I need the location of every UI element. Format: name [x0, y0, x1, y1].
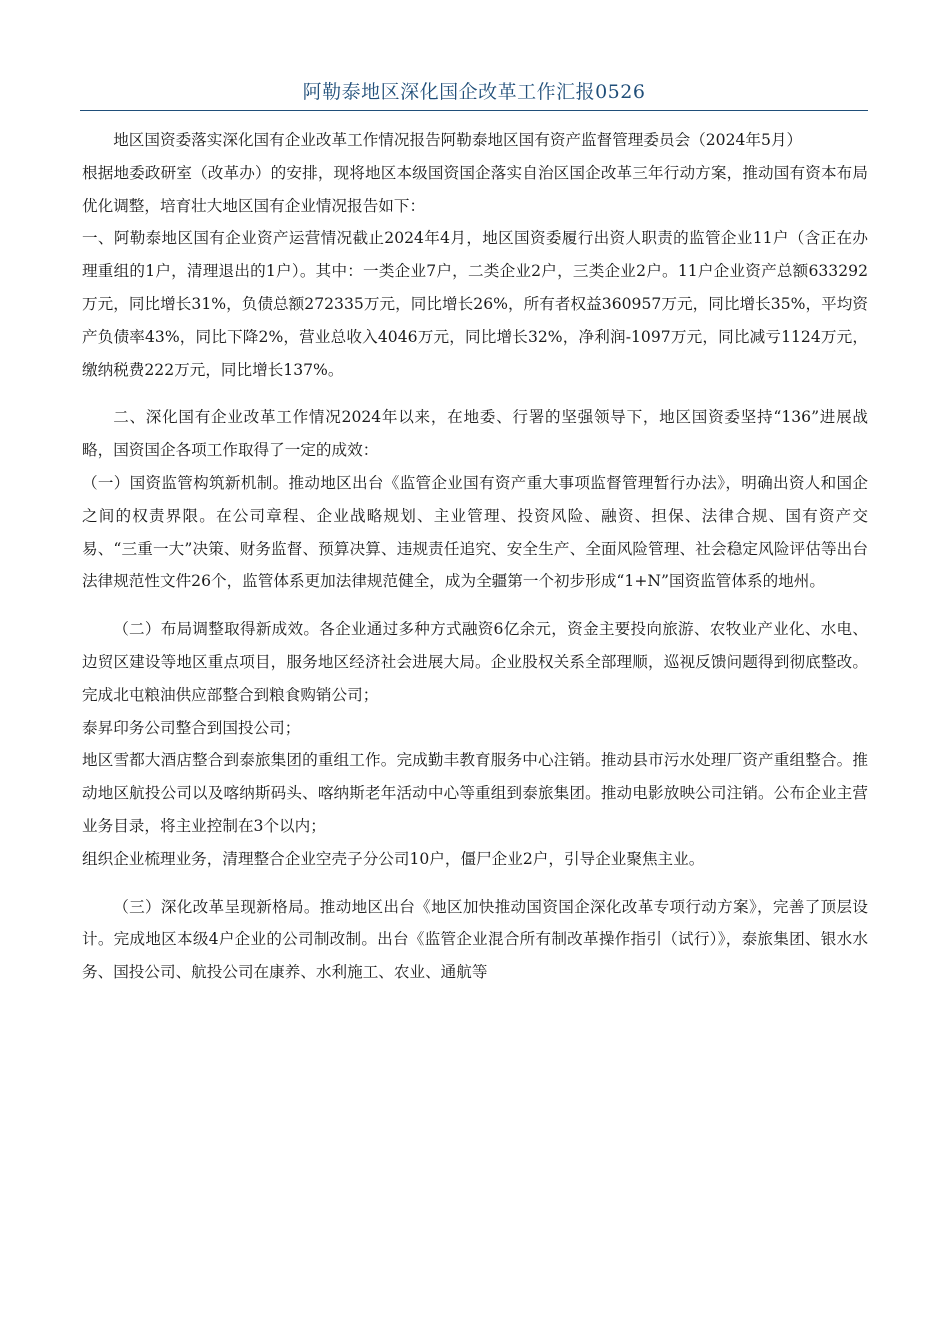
subsection-two-restructure-paragraph: 地区雪都大酒店整合到泰旅集团的重组工作。完成勤丰教育服务中心注销。推动县市污水处理厂资产重组整合。推动地区航投公司以及喀纳斯码头、喀纳斯老年活动中心等重组到泰旅集团。推动电影放映公司注销。公布企业主营业务目录，将主业控制在3个以内； [82, 751, 868, 835]
section-one-paragraph: 一、阿勒泰地区国有企业资产运营情况截止2024年4月，地区国资委履行出资人职责的监管企业11户（含正在办理重组的1户，清理退出的1户）。其中：一类企业7户，二类企业2户，三类企业2户。11户企业资产总额633292万元，同比增长31%，负债总额272335万元，同比增长26%，所有者权益360957万元，同比增长35%，平均资产负债率43%，同比下降2%，营业总收入4046万元，同比增长32%，净利润-1097万元，同比减亏1124万元，缴纳税费222万元，同比增长137%。 [82, 229, 868, 379]
subsection-two-cleanup-paragraph: 组织企业梳理业务，清理整合企业空壳子分公司10户，僵尸企业2户，引导企业聚焦主业。 [82, 849, 705, 868]
subsection-one-paragraph: （一）国资监管构筑新机制。推动地区出台《监管企业国有资产重大事项监督管理暂行办法》，明确出资人和国企之间的权责界限。在公司章程、企业战略规划、主业管理、投资风险、融资、担保、法律合规、国有资产交易、“三重一大”决策、财务监督、预算决算、违规责任追究、安全生产、全面风险管理、社会稳定风险评估等出台法律规范性文件26个，监管体系更加法律规范健全，成为全疆第一个初步形成“1+N”国资监管体系的地州。 [82, 473, 868, 591]
title-underline [80, 110, 868, 111]
document-body [82, 124, 868, 989]
subsection-two-item-paragraph: 泰昇印务公司整合到国投公司； [82, 718, 301, 737]
document-title: 阿勒泰地区深化国企改革工作汇报0526 [302, 81, 646, 103]
report-header-paragraph: 地区国资委落实深化国有企业改革工作情况报告阿勒泰地区国有资产监督管理委员会（2024年5月） [113, 131, 803, 149]
subsection-two-paragraph: （二）布局调整取得新成效。各企业通过多种方式融资6亿余元，资金主要投向旅游、农牧业产业化、水电、边贸区建设等地区重点项目，服务地区经济社会进展大局。企业股权关系全部理顺，巡视反馈问题得到彻底整改。完成北屯粮油供应部整合到粮食购销公司； [82, 620, 868, 704]
intro-paragraph: 根据地委政研室（改革办）的安排，现将地区本级国资国企落实自治区国企改革三年行动方案，推动国有资本布局优化调整，培育壮大地区国有企业情况报告如下： [82, 163, 868, 215]
section-two-paragraph: 二、深化国有企业改革工作情况2024年以来，在地委、行署的坚强领导下，地区国资委坚持“136”进展战略，国资国企各项工作取得了一定的成效： [82, 408, 868, 460]
subsection-three-paragraph: （三）深化改革呈现新格局。推动地区出台《地区加快推动国资国企深化改革专项行动方案》，完善了顶层设计。完成地区本级4户企业的公司制改制。出台《监管企业混合所有制改革操作指引（试行）》，泰旅集团、银水水务、国投公司、航投公司在康养、水利施工、农业、通航等 [82, 897, 868, 982]
